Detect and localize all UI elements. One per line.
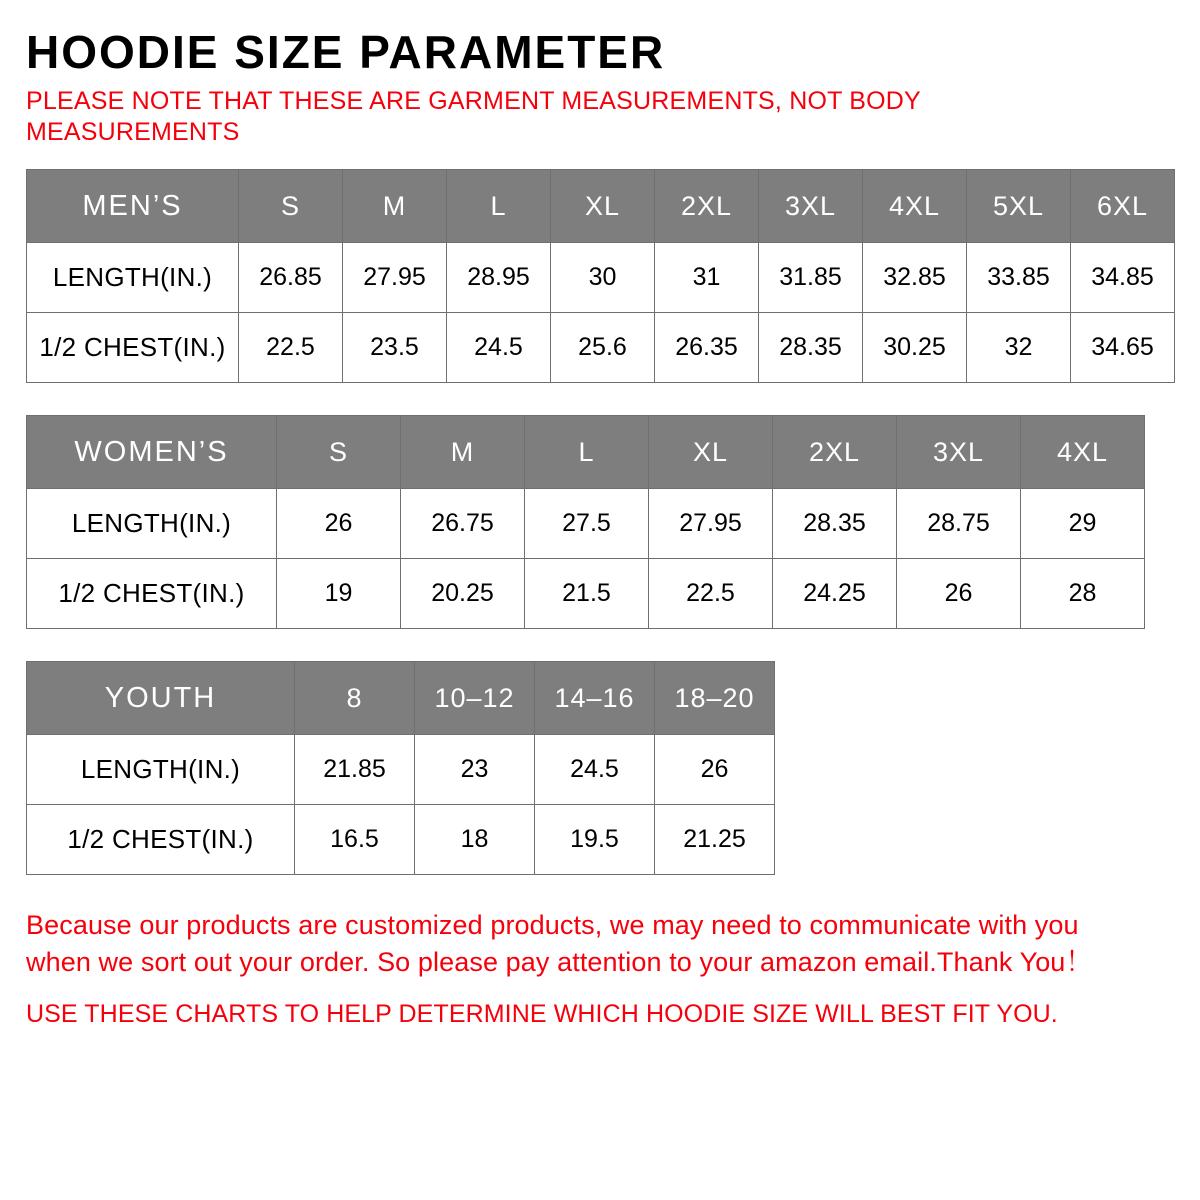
row-label: 1/2 CHEST(IN.): [27, 313, 239, 383]
table-cell: 23.5: [343, 313, 447, 383]
table-cell: 31.85: [759, 243, 863, 313]
table-cell: 24.5: [447, 313, 551, 383]
column-header: 2XL: [655, 170, 759, 243]
table-cell: 19.5: [535, 805, 655, 875]
table-row: [27, 489, 1145, 559]
column-header: 6XL: [1071, 170, 1175, 243]
table-cell: 24.5: [535, 735, 655, 805]
table-cell: 25.6: [551, 313, 655, 383]
column-header: 18–20: [655, 662, 775, 735]
table-cell: 33.85: [967, 243, 1071, 313]
table-cell: 28: [1021, 559, 1145, 629]
table-row: [27, 735, 775, 805]
table-cell: 19: [277, 559, 401, 629]
mens-size-table: [26, 169, 1175, 383]
womens-table-title: WOMEN’S: [27, 416, 277, 489]
table-cell: 26: [277, 489, 401, 559]
column-header: 3XL: [759, 170, 863, 243]
table-row: [27, 313, 1175, 383]
table-cell: 30: [551, 243, 655, 313]
column-header: S: [239, 170, 343, 243]
footer-line: USE THESE CHARTS TO HELP DETERMINE WHICH HOODIE SIZE WILL BEST FIT YOU.: [26, 1000, 1058, 1029]
footer-paragraph: Because our products are customized products, we may need to communicate with you when we sort out your order. So please pay attention to your amazon email.Thank You！: [26, 910, 1093, 977]
table-cell: 23: [415, 735, 535, 805]
table-row: [27, 559, 1145, 629]
column-header: L: [525, 416, 649, 489]
table-cell: 31: [655, 243, 759, 313]
table-cell: 32.85: [863, 243, 967, 313]
table-cell: 27.95: [649, 489, 773, 559]
row-label: 1/2 CHEST(IN.): [27, 805, 295, 875]
table-cell: 18: [415, 805, 535, 875]
table-cell: 30.25: [863, 313, 967, 383]
table-cell: 22.5: [239, 313, 343, 383]
table-header-row: [27, 170, 1175, 243]
row-label: 1/2 CHEST(IN.): [27, 559, 277, 629]
column-header: 4XL: [1021, 416, 1145, 489]
youth-size-table: [26, 661, 775, 875]
page-title: HOODIE SIZE PARAMETER: [26, 26, 666, 78]
table-cell: 16.5: [295, 805, 415, 875]
row-label: LENGTH(IN.): [27, 735, 295, 805]
column-header: 5XL: [967, 170, 1071, 243]
table-cell: 20.25: [401, 559, 525, 629]
column-header: 10–12: [415, 662, 535, 735]
column-header: 3XL: [897, 416, 1021, 489]
table-header-row: [27, 416, 1145, 489]
column-header: XL: [649, 416, 773, 489]
table-row: [27, 243, 1175, 313]
table-row: [27, 805, 775, 875]
column-header: M: [343, 170, 447, 243]
youth-table-title: YOUTH: [27, 662, 295, 735]
table-cell: 21.5: [525, 559, 649, 629]
column-header: XL: [551, 170, 655, 243]
table-cell: 34.65: [1071, 313, 1175, 383]
row-label: LENGTH(IN.): [27, 489, 277, 559]
table-cell: 28.35: [773, 489, 897, 559]
table-cell: 26.75: [401, 489, 525, 559]
table-cell: 32: [967, 313, 1071, 383]
table-cell: 29: [1021, 489, 1145, 559]
table-cell: 26: [655, 735, 775, 805]
row-label: LENGTH(IN.): [27, 243, 239, 313]
table-cell: 26.85: [239, 243, 343, 313]
column-header: 8: [295, 662, 415, 735]
table-cell: 28.35: [759, 313, 863, 383]
table-cell: 21.85: [295, 735, 415, 805]
mens-table-title: MEN’S: [27, 170, 239, 243]
table-cell: 26: [897, 559, 1021, 629]
column-header: 14–16: [535, 662, 655, 735]
womens-size-table: [26, 415, 1145, 629]
column-header: S: [277, 416, 401, 489]
column-header: L: [447, 170, 551, 243]
table-cell: 28.95: [447, 243, 551, 313]
column-header: 4XL: [863, 170, 967, 243]
column-header: M: [401, 416, 525, 489]
table-cell: 24.25: [773, 559, 897, 629]
table-cell: 34.85: [1071, 243, 1175, 313]
table-cell: 26.35: [655, 313, 759, 383]
measurement-note: PLEASE NOTE THAT THESE ARE GARMENT MEASUREMENTS, NOT BODY MEASUREMENTS: [26, 87, 921, 146]
table-cell: 21.25: [655, 805, 775, 875]
table-cell: 22.5: [649, 559, 773, 629]
table-cell: 27.5: [525, 489, 649, 559]
table-cell: 27.95: [343, 243, 447, 313]
table-header-row: [27, 662, 775, 735]
column-header: 2XL: [773, 416, 897, 489]
table-cell: 28.75: [897, 489, 1021, 559]
